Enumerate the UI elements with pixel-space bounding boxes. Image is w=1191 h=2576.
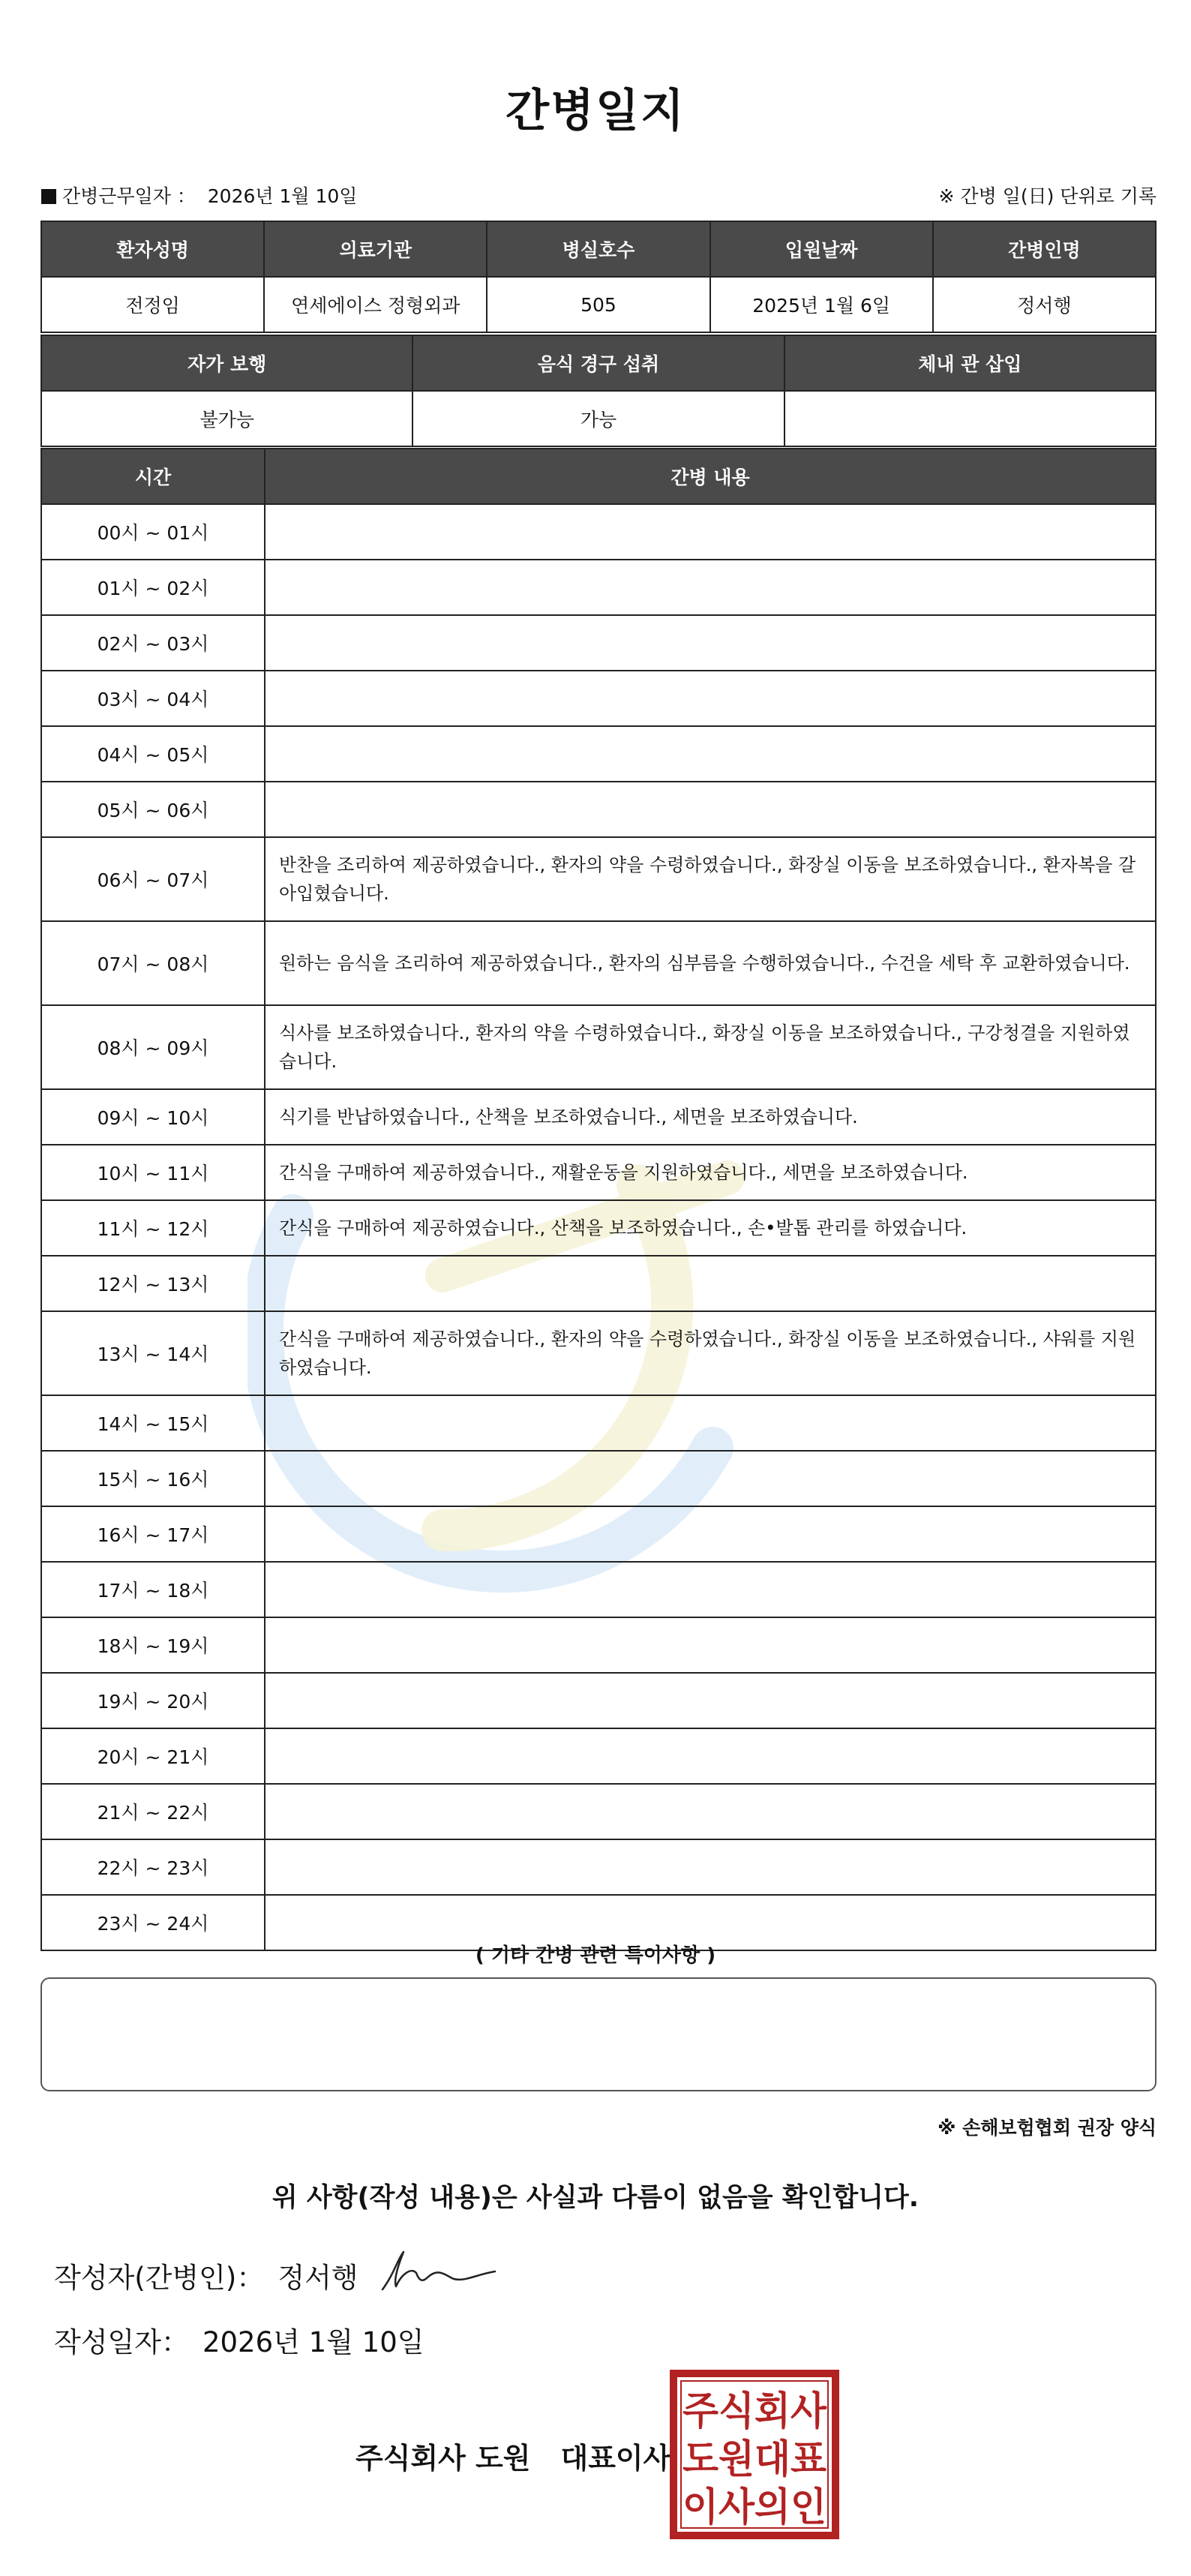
time-slot: 20시 ~ 21시 [41,1728,265,1784]
svg-text:주식회사: 주식회사 [682,2389,827,2434]
patient-condition-table [40,335,1156,447]
table-row [41,921,1156,1005]
time-slot: 15시 ~ 16시 [41,1451,265,1506]
table-row [41,1145,1156,1200]
writer-name: 정서행 [278,2262,358,2294]
care-content: 원하는 음식을 조리하여 제공하였습니다., 환자의 심부름을 수행하였습니다., 수건을 세탁 후 교환하였습니다. [265,921,1156,1005]
care-content [265,1617,1156,1673]
unit-note: ※ 간병 일(日) 단위로 기록 [938,185,1156,207]
time-slot: 19시 ~ 20시 [41,1673,265,1728]
care-content [265,1673,1156,1728]
time-slot: 11시 ~ 12시 [41,1200,265,1256]
recommend-note: ※ 손해보험협회 권장 양식 [938,2117,1156,2139]
time-slot: 02시 ~ 03시 [41,615,265,671]
hospital: 연세에이스 정형외과 [264,277,487,332]
time-slot: 10시 ~ 11시 [41,1145,265,1200]
company-line [356,2435,670,2476]
table-row [41,726,1156,782]
writer-line [54,2255,358,2295]
table-row [41,1839,1156,1895]
written-date-line [54,2319,424,2360]
company-seal-stamp [669,2369,840,2540]
table-row [41,837,1156,921]
time-slot: 05시 ~ 06시 [41,782,265,837]
table-row [41,1451,1156,1506]
care-content: 간식을 구매하여 제공하였습니다., 재활운동을 지원하였습니다., 세면을 보조하였습니다. [265,1145,1156,1200]
time-slot: 08시 ~ 09시 [41,1005,265,1089]
care-content [265,1395,1156,1451]
work-date-value: 2026년 1월 10일 [207,185,358,207]
header-hospital: 의료기관 [264,221,487,277]
care-content [265,782,1156,837]
written-date-value: 2026년 1월 10일 [202,2326,424,2358]
time-slot: 01시 ~ 02시 [41,560,265,615]
remarks-title: ( 기타 간병 관련 특이사항 ) [475,1944,716,1967]
care-content: 식기를 반납하였습니다., 산책을 보조하였습니다., 세면을 보조하였습니다. [265,1089,1156,1145]
remarks-box [40,1977,1156,2091]
table-row [41,1256,1156,1311]
table-row [41,1089,1156,1145]
admission-date: 2025년 1월 6일 [710,277,933,332]
care-content [265,1451,1156,1506]
care-content [265,671,1156,726]
care-log-table [40,448,1156,1951]
table-row [41,560,1156,615]
care-content [265,1784,1156,1839]
confirm-statement: 위 사항(작성 내용)은 사실과 다름이 없음을 확인합니다. [272,2183,920,2213]
table-row [41,1728,1156,1784]
table-row [41,1784,1156,1839]
signature-image [375,2244,510,2297]
time-slot: 13시 ~ 14시 [41,1311,265,1395]
work-date [41,182,357,209]
care-content: 식사를 보조하였습니다., 환자의 약을 수령하였습니다., 화장실 이동을 보조하였습니다., 구강청결을 지원하였습니다. [265,1005,1156,1089]
care-content: 간식을 구매하여 제공하였습니다., 산책을 보조하였습니다., 손•발톱 관리를 하였습니다. [265,1200,1156,1256]
table-row [41,1200,1156,1256]
care-content [265,1506,1156,1562]
table-row [41,1311,1156,1395]
table-row [41,615,1156,671]
care-content [265,560,1156,615]
care-content [265,726,1156,782]
header-self-walking: 자가 보행 [41,335,412,391]
time-slot: 04시 ~ 05시 [41,726,265,782]
time-slot: 06시 ~ 07시 [41,837,265,921]
header-caregiver-name: 간병인명 [933,221,1156,277]
care-content [265,1839,1156,1895]
time-slot: 07시 ~ 08시 [41,921,265,1005]
company-title: 대표이사 [560,2442,671,2475]
written-date-label: 작성일자： [54,2326,189,2358]
header-admission-date: 입원날짜 [710,221,933,277]
time-slot: 21시 ~ 22시 [41,1784,265,1839]
care-content [265,1562,1156,1617]
caregiver-name: 정서행 [933,277,1156,332]
care-content [265,615,1156,671]
care-content [265,1728,1156,1784]
svg-text:이사의인: 이사의인 [682,2485,826,2530]
care-content: 간식을 구매하여 제공하였습니다., 환자의 약을 수령하였습니다., 화장실 이동을 보조하였습니다., 샤워를 지원하였습니다. [265,1311,1156,1395]
writer-label: 작성자(간병인)： [54,2262,265,2294]
svg-text:도원대표: 도원대표 [682,2437,826,2482]
table-row [41,1562,1156,1617]
time-slot: 23시 ~ 24시 [41,1895,265,1950]
table-row [41,1617,1156,1673]
header-tube-insertion: 체내 관 삽입 [784,335,1156,391]
header-room: 병실호수 [487,221,710,277]
table-row [41,1673,1156,1728]
time-slot: 00시 ~ 01시 [41,504,265,560]
header-oral-intake: 음식 경구 섭취 [412,335,784,391]
care-content [265,1256,1156,1311]
time-slot: 16시 ~ 17시 [41,1506,265,1562]
tube-insertion [784,391,1156,446]
table-row [41,1005,1156,1089]
header-care-content: 간병 내용 [265,449,1156,504]
table-row [41,671,1156,726]
table-row [41,504,1156,560]
time-slot: 17시 ~ 18시 [41,1562,265,1617]
care-content: 반찬을 조리하여 제공하였습니다., 환자의 약을 수령하였습니다., 화장실 이동을 보조하였습니다., 환자복을 갈아입혔습니다. [265,837,1156,921]
patient-name: 전정임 [41,277,264,332]
page-title: 간병일지 [506,85,686,137]
time-slot: 14시 ~ 15시 [41,1395,265,1451]
work-date-label: 간병근무일자 ： [62,185,196,207]
care-content [265,504,1156,560]
patient-info-table [40,221,1156,333]
table-row [41,782,1156,837]
square-bullet-icon [41,189,56,204]
company-name: 주식회사 도원 [356,2442,531,2475]
time-slot: 03시 ~ 04시 [41,671,265,726]
table-row [41,1395,1156,1451]
header-time: 시간 [41,449,265,504]
oral-intake: 가능 [412,391,784,446]
time-slot: 18시 ~ 19시 [41,1617,265,1673]
table-row [41,1506,1156,1562]
time-slot: 22시 ~ 23시 [41,1839,265,1895]
room-number: 505 [487,277,710,332]
time-slot: 12시 ~ 13시 [41,1256,265,1311]
time-slot: 09시 ~ 10시 [41,1089,265,1145]
self-walking: 불가능 [41,391,412,446]
header-patient-name: 환자성명 [41,221,264,277]
